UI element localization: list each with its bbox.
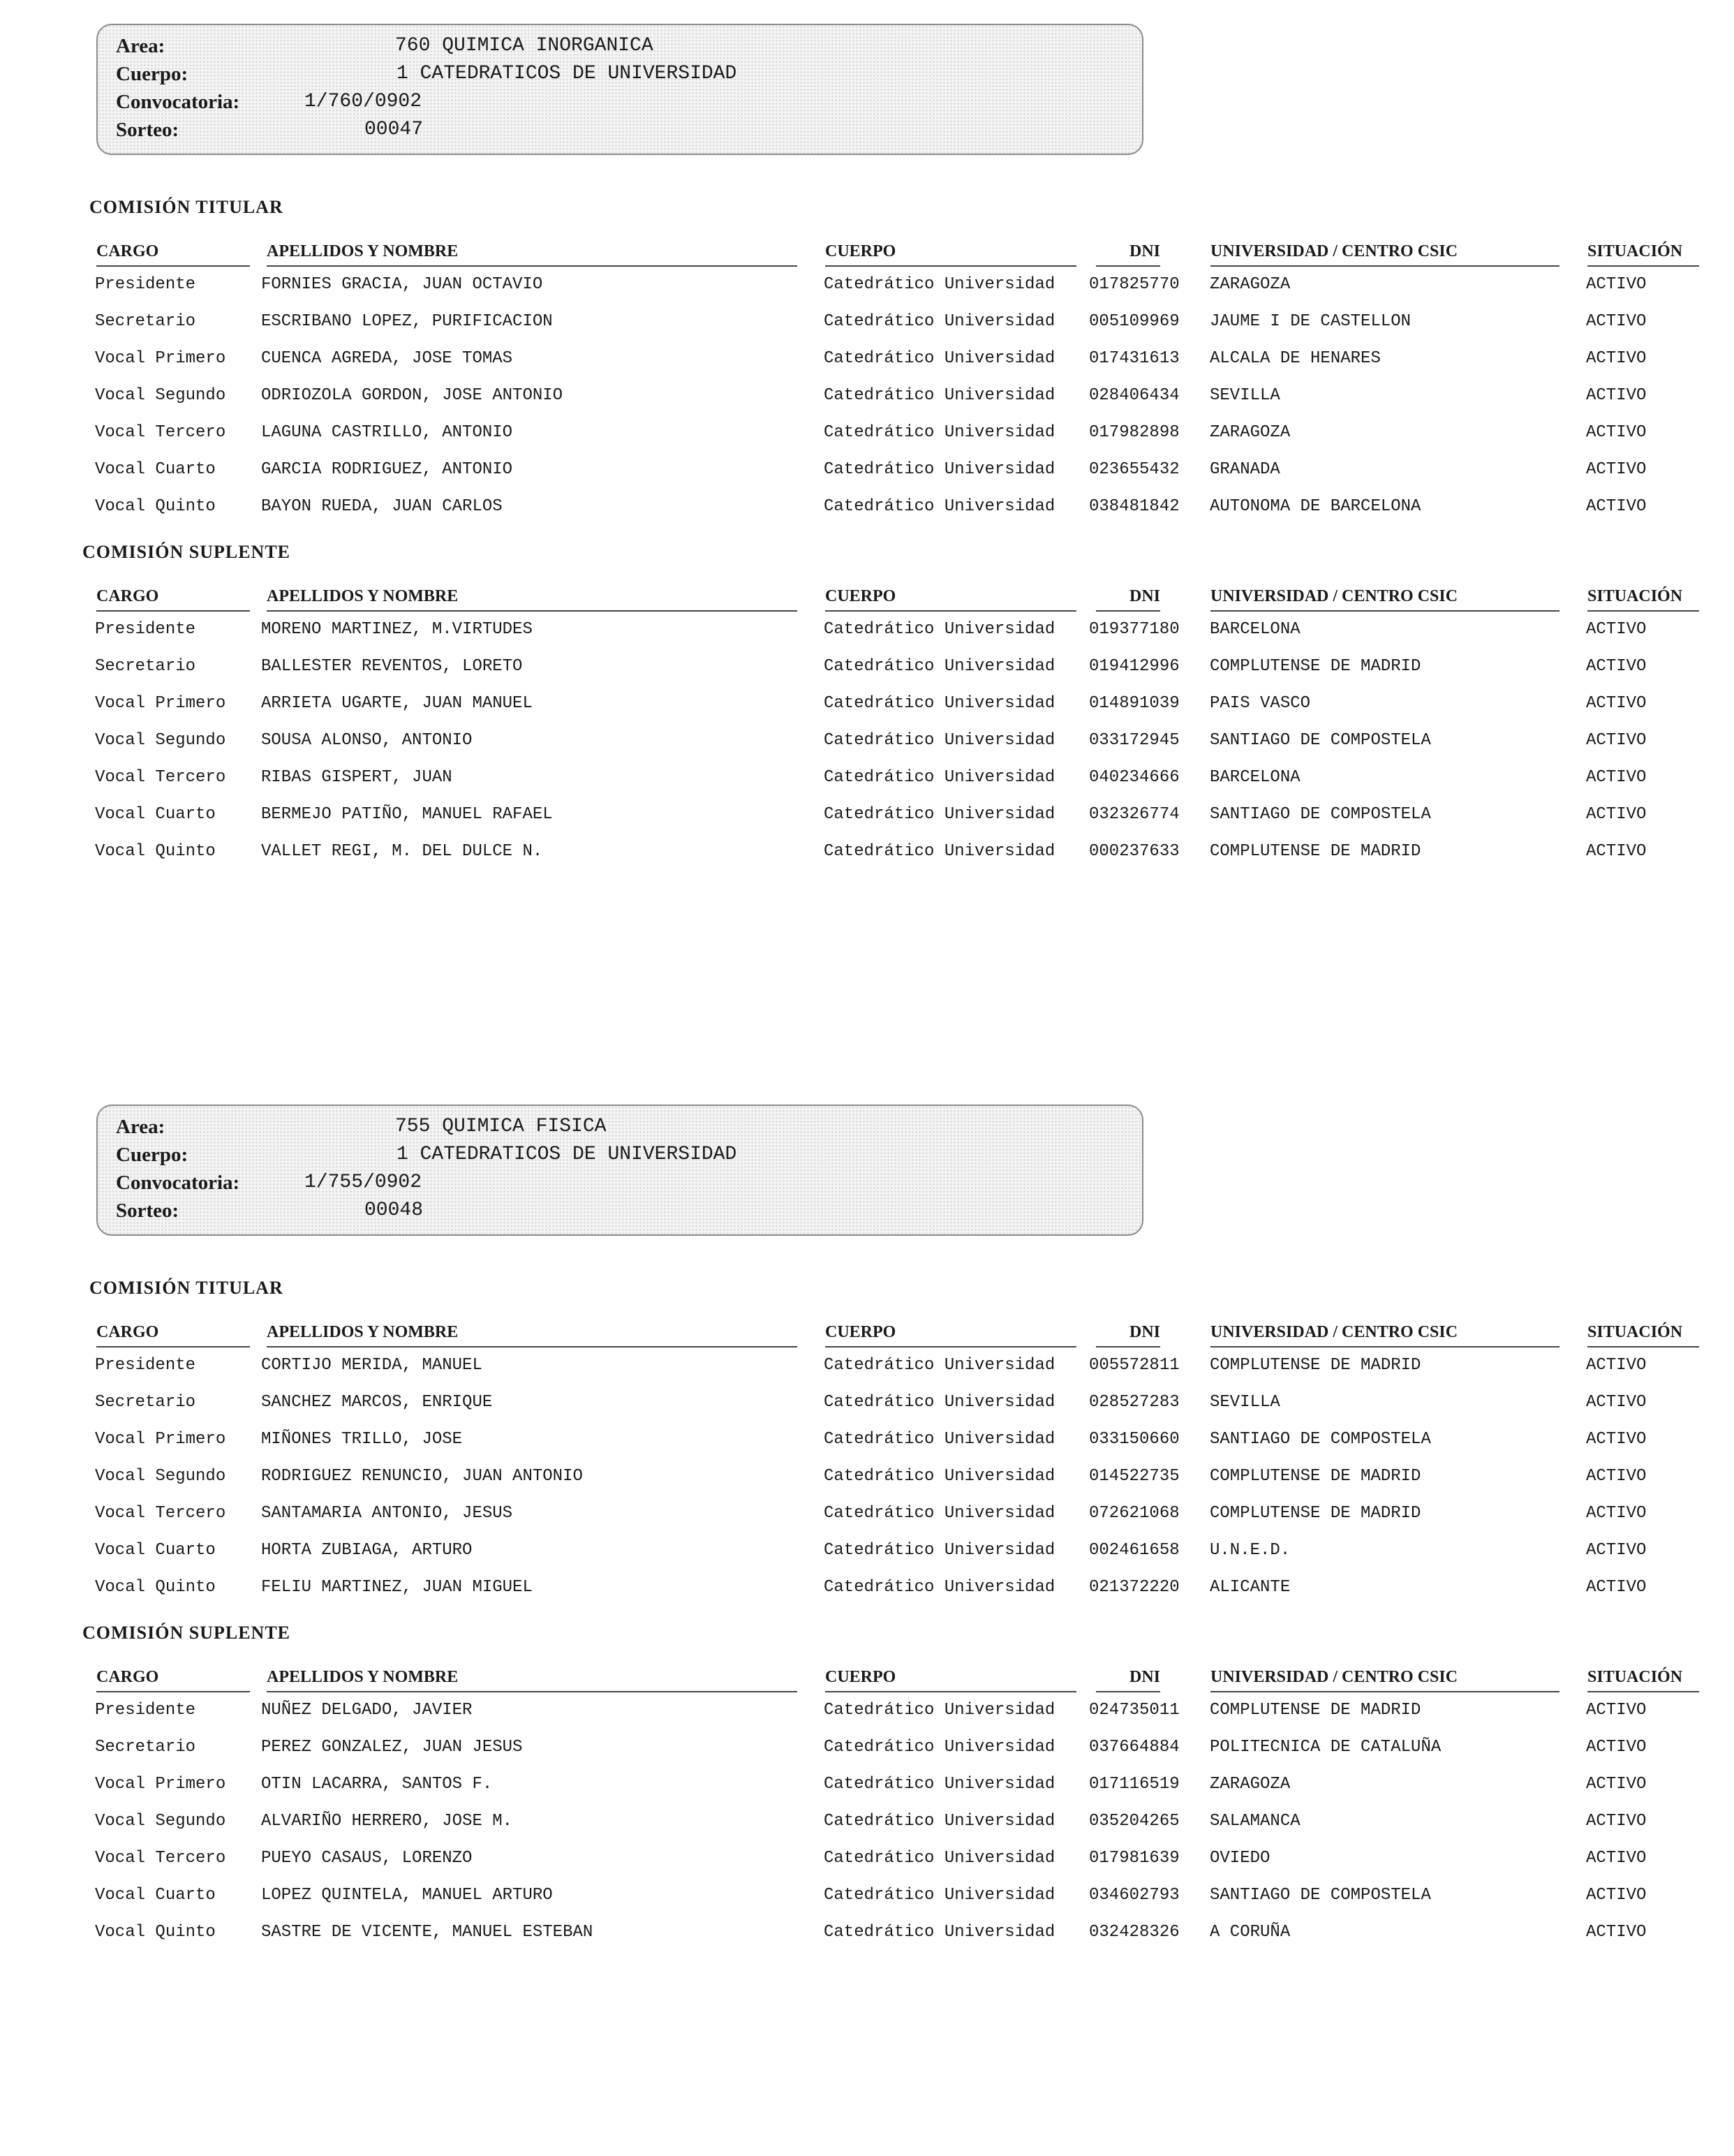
- cell-nombre: BAYON RUEDA, JUAN CARLOS: [261, 497, 503, 516]
- cell-situacion: ACTIVO: [1586, 768, 1647, 787]
- cell-cargo: Secretario: [95, 1738, 196, 1757]
- section-title-titular: COMISIÓN TITULAR: [89, 197, 283, 217]
- cell-situacion: ACTIVO: [1586, 842, 1647, 861]
- column-header-nombre: APELLIDOS Y NOMBRE: [267, 582, 797, 612]
- cell-cuerpo: Catedrático Universidad: [824, 1701, 1055, 1720]
- cell-universidad: SANTIAGO DE COMPOSTELA: [1210, 1886, 1431, 1905]
- cell-universidad: COMPLUTENSE DE MADRID: [1210, 1701, 1421, 1720]
- cell-cargo: Presidente: [95, 620, 196, 639]
- cell-nombre: BALLESTER REVENTOS, LORETO: [261, 657, 523, 676]
- cell-cuerpo: Catedrático Universidad: [824, 275, 1055, 294]
- cell-universidad: SEVILLA: [1210, 386, 1280, 405]
- cell-dni: 033172945: [1089, 731, 1180, 750]
- column-header-situacion: SITUACIÓN: [1587, 1318, 1699, 1348]
- cell-situacion: ACTIVO: [1586, 1467, 1647, 1486]
- cell-cargo: Vocal Primero: [95, 349, 226, 368]
- cell-cuerpo: Catedrático Universidad: [824, 731, 1055, 750]
- header-row-area: [116, 1113, 1093, 1141]
- table-row: [0, 489, 1734, 525]
- record-block: [0, 0, 1734, 1075]
- column-header-nombre: APELLIDOS Y NOMBRE: [267, 237, 797, 267]
- cell-dni: 072621068: [1089, 1504, 1180, 1523]
- cell-dni: 014891039: [1089, 694, 1180, 713]
- column-header-cargo: CARGO: [96, 1318, 250, 1348]
- cell-cargo: Presidente: [95, 275, 196, 294]
- cell-situacion: ACTIVO: [1586, 657, 1647, 676]
- table-row: [0, 415, 1734, 451]
- cell-cargo: Secretario: [95, 657, 196, 676]
- cell-cargo: Vocal Segundo: [95, 1467, 226, 1486]
- table-row: [0, 267, 1734, 303]
- header-area-label: Area:: [116, 35, 165, 57]
- column-header-cuerpo: CUERPO: [825, 237, 1076, 267]
- table-header: [0, 582, 1734, 613]
- cell-cargo: Vocal Tercero: [95, 1849, 226, 1868]
- cell-cuerpo: Catedrático Universidad: [824, 1775, 1055, 1794]
- cell-universidad: ZARAGOZA: [1210, 1775, 1291, 1794]
- cell-universidad: COMPLUTENSE DE MADRID: [1210, 1467, 1421, 1486]
- cell-cuerpo: Catedrático Universidad: [824, 1886, 1055, 1905]
- column-header-situacion: SITUACIÓN: [1587, 237, 1699, 267]
- cell-dni: 014522735: [1089, 1467, 1180, 1486]
- header-convocatoria-label: Convocatoria:: [116, 1172, 240, 1194]
- cell-cargo: Vocal Quinto: [95, 842, 216, 861]
- commission-table-titular: [0, 237, 1734, 559]
- cell-cargo: Vocal Cuarto: [95, 460, 216, 479]
- cell-situacion: ACTIVO: [1586, 1578, 1647, 1597]
- cell-cargo: Vocal Quinto: [95, 1578, 216, 1597]
- cell-nombre: GARCIA RODRIGUEZ, ANTONIO: [261, 460, 513, 479]
- table-row: [0, 649, 1734, 685]
- table-row: [0, 797, 1734, 833]
- cell-situacion: ACTIVO: [1586, 1430, 1647, 1449]
- cell-universidad: PAIS VASCO: [1210, 694, 1311, 713]
- cell-cargo: Vocal Segundo: [95, 386, 226, 405]
- table-row: [0, 452, 1734, 488]
- cell-dni: 002461658: [1089, 1541, 1180, 1560]
- column-header-situacion: SITUACIÓN: [1587, 1663, 1699, 1692]
- table-row: [0, 1385, 1734, 1421]
- column-header-universidad: UNIVERSIDAD / CENTRO CSIC: [1210, 1663, 1559, 1692]
- section-title-titular: COMISIÓN TITULAR: [89, 1278, 283, 1298]
- cell-dni: 032326774: [1089, 805, 1180, 824]
- cell-cargo: Vocal Tercero: [95, 768, 226, 787]
- cell-cuerpo: Catedrático Universidad: [824, 1430, 1055, 1449]
- column-header-cargo: CARGO: [96, 237, 250, 267]
- cell-dni: 024735011: [1089, 1701, 1180, 1720]
- cell-universidad: COMPLUTENSE DE MADRID: [1210, 1504, 1421, 1523]
- cell-cuerpo: Catedrático Universidad: [824, 460, 1055, 479]
- cell-universidad: BARCELONA: [1210, 768, 1300, 787]
- header-row-area: [116, 32, 1093, 60]
- cell-universidad: OVIEDO: [1210, 1849, 1270, 1868]
- table-row: [0, 1348, 1734, 1384]
- column-header-cuerpo: CUERPO: [825, 1318, 1076, 1348]
- cell-cargo: Vocal Tercero: [95, 423, 226, 442]
- cell-cuerpo: Catedrático Universidad: [824, 423, 1055, 442]
- column-header-universidad: UNIVERSIDAD / CENTRO CSIC: [1210, 582, 1559, 612]
- cell-dni: 017825770: [1089, 275, 1180, 294]
- cell-dni: 032428326: [1089, 1923, 1180, 1942]
- cell-cargo: Vocal Segundo: [95, 731, 226, 750]
- cell-situacion: ACTIVO: [1586, 1775, 1647, 1794]
- column-header-universidad: UNIVERSIDAD / CENTRO CSIC: [1210, 237, 1559, 267]
- header-cuerpo-value: 1 CATEDRATICOS DE UNIVERSIDAD: [397, 63, 737, 84]
- cell-universidad: COMPLUTENSE DE MADRID: [1210, 842, 1421, 861]
- cell-universidad: COMPLUTENSE DE MADRID: [1210, 657, 1421, 676]
- table-row: [0, 304, 1734, 340]
- cell-situacion: ACTIVO: [1586, 1886, 1647, 1905]
- cell-universidad: A CORUÑA: [1210, 1923, 1291, 1942]
- header-area-label: Area:: [116, 1116, 165, 1138]
- table-row: [0, 760, 1734, 796]
- header-convocatoria-value: 1/760/0902: [304, 91, 422, 112]
- cell-cuerpo: Catedrático Universidad: [824, 1849, 1055, 1868]
- cell-cuerpo: Catedrático Universidad: [824, 805, 1055, 824]
- table-header: [0, 1663, 1734, 1694]
- cell-situacion: ACTIVO: [1586, 275, 1647, 294]
- table-header: [0, 237, 1734, 268]
- cell-cuerpo: Catedrático Universidad: [824, 1467, 1055, 1486]
- cell-universidad: ALICANTE: [1210, 1578, 1291, 1597]
- cell-nombre: ARRIETA UGARTE, JUAN MANUEL: [261, 694, 533, 713]
- cell-nombre: CORTIJO MERIDA, MANUEL: [261, 1356, 482, 1375]
- cell-cuerpo: Catedrático Universidad: [824, 657, 1055, 676]
- cell-situacion: ACTIVO: [1586, 1701, 1647, 1720]
- table-row: [0, 1803, 1734, 1840]
- cell-cuerpo: Catedrático Universidad: [824, 1504, 1055, 1523]
- cell-nombre: HORTA ZUBIAGA, ARTURO: [261, 1541, 473, 1560]
- cell-cargo: Vocal Tercero: [95, 1504, 226, 1523]
- cell-dni: 019412996: [1089, 657, 1180, 676]
- column-header-cuerpo: CUERPO: [825, 1663, 1076, 1692]
- table-row: [0, 1570, 1734, 1606]
- cell-cuerpo: Catedrático Universidad: [824, 349, 1055, 368]
- commission-table-suplente: [0, 582, 1734, 903]
- cell-cargo: Vocal Primero: [95, 694, 226, 713]
- cell-nombre: RODRIGUEZ RENUNCIO, JUAN ANTONIO: [261, 1467, 583, 1486]
- cell-nombre: FELIU MARTINEZ, JUAN MIGUEL: [261, 1578, 533, 1597]
- table-row: [0, 1692, 1734, 1729]
- header-sorteo-value: 00047: [364, 119, 424, 140]
- cell-situacion: ACTIVO: [1586, 620, 1647, 639]
- cell-situacion: ACTIVO: [1586, 1923, 1647, 1942]
- cell-cuerpo: Catedrático Universidad: [824, 768, 1055, 787]
- cell-situacion: ACTIVO: [1586, 1541, 1647, 1560]
- cell-universidad: ZARAGOZA: [1210, 423, 1291, 442]
- table-row: [0, 1877, 1734, 1914]
- cell-universidad: ALCALA DE HENARES: [1210, 349, 1381, 368]
- table-row: [0, 686, 1734, 722]
- column-header-dni: DNI: [1096, 237, 1160, 267]
- cell-dni: 028406434: [1089, 386, 1180, 405]
- table-row: [0, 1729, 1734, 1766]
- section-title-suplente: COMISIÓN SUPLENTE: [82, 542, 290, 562]
- table-row: [0, 1766, 1734, 1803]
- table-row: [0, 834, 1734, 870]
- column-header-cargo: CARGO: [96, 582, 250, 612]
- cell-dni: 017431613: [1089, 349, 1180, 368]
- column-header-cuerpo: CUERPO: [825, 582, 1076, 612]
- cell-dni: 021372220: [1089, 1578, 1180, 1597]
- table-row: [0, 1533, 1734, 1569]
- cell-cuerpo: Catedrático Universidad: [824, 1923, 1055, 1942]
- table-row: [0, 1422, 1734, 1458]
- cell-dni: 017116519: [1089, 1775, 1180, 1794]
- table-header: [0, 1318, 1734, 1349]
- table-row: [0, 1459, 1734, 1495]
- cell-dni: 028527283: [1089, 1393, 1180, 1412]
- cell-cargo: Vocal Quinto: [95, 497, 216, 516]
- cell-dni: 023655432: [1089, 460, 1180, 479]
- cell-nombre: SOUSA ALONSO, ANTONIO: [261, 731, 473, 750]
- header-row-convocatoria: [116, 88, 1093, 116]
- cell-universidad: ZARAGOZA: [1210, 275, 1291, 294]
- table-row: [0, 1496, 1734, 1532]
- cell-nombre: ALVARIÑO HERRERO, JOSE M.: [261, 1812, 513, 1831]
- record-block: [0, 1081, 1734, 2156]
- cell-cuerpo: Catedrático Universidad: [824, 842, 1055, 861]
- cell-situacion: ACTIVO: [1586, 1356, 1647, 1375]
- cell-situacion: ACTIVO: [1586, 312, 1647, 331]
- header-area-value: 755 QUIMICA FISICA: [395, 1116, 607, 1137]
- cell-nombre: RIBAS GISPERT, JUAN: [261, 768, 452, 787]
- header-cuerpo-label: Cuerpo:: [116, 1144, 188, 1166]
- cell-nombre: PUEYO CASAUS, LORENZO: [261, 1849, 473, 1868]
- cell-cuerpo: Catedrático Universidad: [824, 620, 1055, 639]
- cell-situacion: ACTIVO: [1586, 1738, 1647, 1757]
- cell-cuerpo: Catedrático Universidad: [824, 694, 1055, 713]
- cell-cargo: Vocal Primero: [95, 1775, 226, 1794]
- cell-situacion: ACTIVO: [1586, 1504, 1647, 1523]
- cell-universidad: POLITECNICA DE CATALUÑA: [1210, 1738, 1442, 1757]
- cell-cargo: Vocal Cuarto: [95, 1541, 216, 1560]
- cell-dni: 017982898: [1089, 423, 1180, 442]
- cell-nombre: ODRIOZOLA GORDON, JOSE ANTONIO: [261, 386, 563, 405]
- cell-universidad: SANTIAGO DE COMPOSTELA: [1210, 805, 1431, 824]
- cell-nombre: MORENO MARTINEZ, M.VIRTUDES: [261, 620, 533, 639]
- column-header-nombre: APELLIDOS Y NOMBRE: [267, 1663, 797, 1692]
- cell-cargo: Secretario: [95, 312, 196, 331]
- cell-situacion: ACTIVO: [1586, 731, 1647, 750]
- cell-dni: 035204265: [1089, 1812, 1180, 1831]
- table-row: [0, 723, 1734, 759]
- header-row-sorteo: [116, 116, 1093, 144]
- cell-situacion: ACTIVO: [1586, 460, 1647, 479]
- cell-nombre: MIÑONES TRILLO, JOSE: [261, 1430, 463, 1449]
- cell-cuerpo: Catedrático Universidad: [824, 1738, 1055, 1757]
- header-convocatoria-label: Convocatoria:: [116, 91, 240, 113]
- header-cuerpo-value: 1 CATEDRATICOS DE UNIVERSIDAD: [397, 1144, 737, 1165]
- table-row: [0, 1840, 1734, 1877]
- cell-universidad: BARCELONA: [1210, 620, 1300, 639]
- cell-universidad: AUTONOMA DE BARCELONA: [1210, 497, 1421, 516]
- cell-dni: 033150660: [1089, 1430, 1180, 1449]
- record-header-box: [96, 1105, 1143, 1236]
- cell-nombre: LOPEZ QUINTELA, MANUEL ARTURO: [261, 1886, 553, 1905]
- column-header-dni: DNI: [1096, 1318, 1160, 1348]
- header-sorteo-label: Sorteo:: [116, 1199, 179, 1222]
- cell-cuerpo: Catedrático Universidad: [824, 1578, 1055, 1597]
- column-header-dni: DNI: [1096, 582, 1160, 612]
- cell-dni: 019377180: [1089, 620, 1180, 639]
- cell-situacion: ACTIVO: [1586, 1849, 1647, 1868]
- cell-universidad: SANTIAGO DE COMPOSTELA: [1210, 1430, 1431, 1449]
- table-row: [0, 341, 1734, 377]
- header-row-sorteo: [116, 1197, 1093, 1225]
- cell-situacion: ACTIVO: [1586, 423, 1647, 442]
- cell-situacion: ACTIVO: [1586, 1393, 1647, 1412]
- cell-nombre: ESCRIBANO LOPEZ, PURIFICACION: [261, 312, 553, 331]
- header-sorteo-value: 00048: [364, 1199, 424, 1221]
- table-row: [0, 378, 1734, 414]
- header-sorteo-label: Sorteo:: [116, 119, 179, 141]
- cell-cargo: Vocal Segundo: [95, 1812, 226, 1831]
- column-header-cargo: CARGO: [96, 1663, 250, 1692]
- cell-cuerpo: Catedrático Universidad: [824, 1356, 1055, 1375]
- cell-nombre: NUÑEZ DELGADO, JAVIER: [261, 1701, 473, 1720]
- cell-universidad: SALAMANCA: [1210, 1812, 1300, 1831]
- record-header-box: [96, 24, 1143, 155]
- cell-cuerpo: Catedrático Universidad: [824, 1541, 1055, 1560]
- cell-nombre: SANCHEZ MARCOS, ENRIQUE: [261, 1393, 493, 1412]
- cell-universidad: COMPLUTENSE DE MADRID: [1210, 1356, 1421, 1375]
- cell-nombre: OTIN LACARRA, SANTOS F.: [261, 1775, 493, 1794]
- cell-situacion: ACTIVO: [1586, 805, 1647, 824]
- cell-situacion: ACTIVO: [1586, 694, 1647, 713]
- cell-universidad: SANTIAGO DE COMPOSTELA: [1210, 731, 1431, 750]
- cell-cargo: Vocal Quinto: [95, 1923, 216, 1942]
- cell-cuerpo: Catedrático Universidad: [824, 497, 1055, 516]
- section-title-suplente: COMISIÓN SUPLENTE: [82, 1623, 290, 1643]
- cell-situacion: ACTIVO: [1586, 386, 1647, 405]
- cell-nombre: LAGUNA CASTRILLO, ANTONIO: [261, 423, 513, 442]
- cell-dni: 040234666: [1089, 768, 1180, 787]
- cell-cargo: Vocal Cuarto: [95, 1886, 216, 1905]
- table-row: [0, 1914, 1734, 1951]
- cell-cargo: Vocal Cuarto: [95, 805, 216, 824]
- cell-cargo: Vocal Primero: [95, 1430, 226, 1449]
- cell-cargo: Presidente: [95, 1701, 196, 1720]
- cell-dni: 017981639: [1089, 1849, 1180, 1868]
- header-row-cuerpo: [116, 1141, 1093, 1169]
- cell-dni: 037664884: [1089, 1738, 1180, 1757]
- column-header-universidad: UNIVERSIDAD / CENTRO CSIC: [1210, 1318, 1559, 1348]
- column-header-dni: DNI: [1096, 1663, 1160, 1692]
- header-convocatoria-value: 1/755/0902: [304, 1172, 422, 1193]
- cell-situacion: ACTIVO: [1586, 349, 1647, 368]
- cell-cargo: Secretario: [95, 1393, 196, 1412]
- cell-universidad: JAUME I DE CASTELLON: [1210, 312, 1411, 331]
- cell-dni: 034602793: [1089, 1886, 1180, 1905]
- cell-cuerpo: Catedrático Universidad: [824, 312, 1055, 331]
- commission-table-titular: [0, 1318, 1734, 1639]
- cell-situacion: ACTIVO: [1586, 1812, 1647, 1831]
- cell-universidad: U.N.E.D.: [1210, 1541, 1291, 1560]
- cell-nombre: SANTAMARIA ANTONIO, JESUS: [261, 1504, 513, 1523]
- cell-situacion: ACTIVO: [1586, 497, 1647, 516]
- cell-dni: 000237633: [1089, 842, 1180, 861]
- cell-cuerpo: Catedrático Universidad: [824, 386, 1055, 405]
- cell-universidad: GRANADA: [1210, 460, 1280, 479]
- header-row-cuerpo: [116, 60, 1093, 88]
- column-header-situacion: SITUACIÓN: [1587, 582, 1699, 612]
- cell-cuerpo: Catedrático Universidad: [824, 1393, 1055, 1412]
- cell-nombre: BERMEJO PATIÑO, MANUEL RAFAEL: [261, 805, 553, 824]
- cell-dni: 038481842: [1089, 497, 1180, 516]
- cell-nombre: PEREZ GONZALEZ, JUAN JESUS: [261, 1738, 523, 1757]
- cell-nombre: CUENCA AGREDA, JOSE TOMAS: [261, 349, 513, 368]
- cell-universidad: SEVILLA: [1210, 1393, 1280, 1412]
- cell-cargo: Presidente: [95, 1356, 196, 1375]
- cell-nombre: FORNIES GRACIA, JUAN OCTAVIO: [261, 275, 543, 294]
- header-cuerpo-label: Cuerpo:: [116, 63, 188, 85]
- cell-nombre: SASTRE DE VICENTE, MANUEL ESTEBAN: [261, 1923, 593, 1942]
- column-header-nombre: APELLIDOS Y NOMBRE: [267, 1318, 797, 1348]
- header-area-value: 760 QUIMICA INORGANICA: [395, 35, 653, 57]
- cell-dni: 005109969: [1089, 312, 1180, 331]
- cell-nombre: VALLET REGI, M. DEL DULCE N.: [261, 842, 543, 861]
- cell-dni: 005572811: [1089, 1356, 1180, 1375]
- cell-cuerpo: Catedrático Universidad: [824, 1812, 1055, 1831]
- header-row-convocatoria: [116, 1169, 1093, 1197]
- commission-table-suplente: [0, 1663, 1734, 1984]
- table-row: [0, 612, 1734, 648]
